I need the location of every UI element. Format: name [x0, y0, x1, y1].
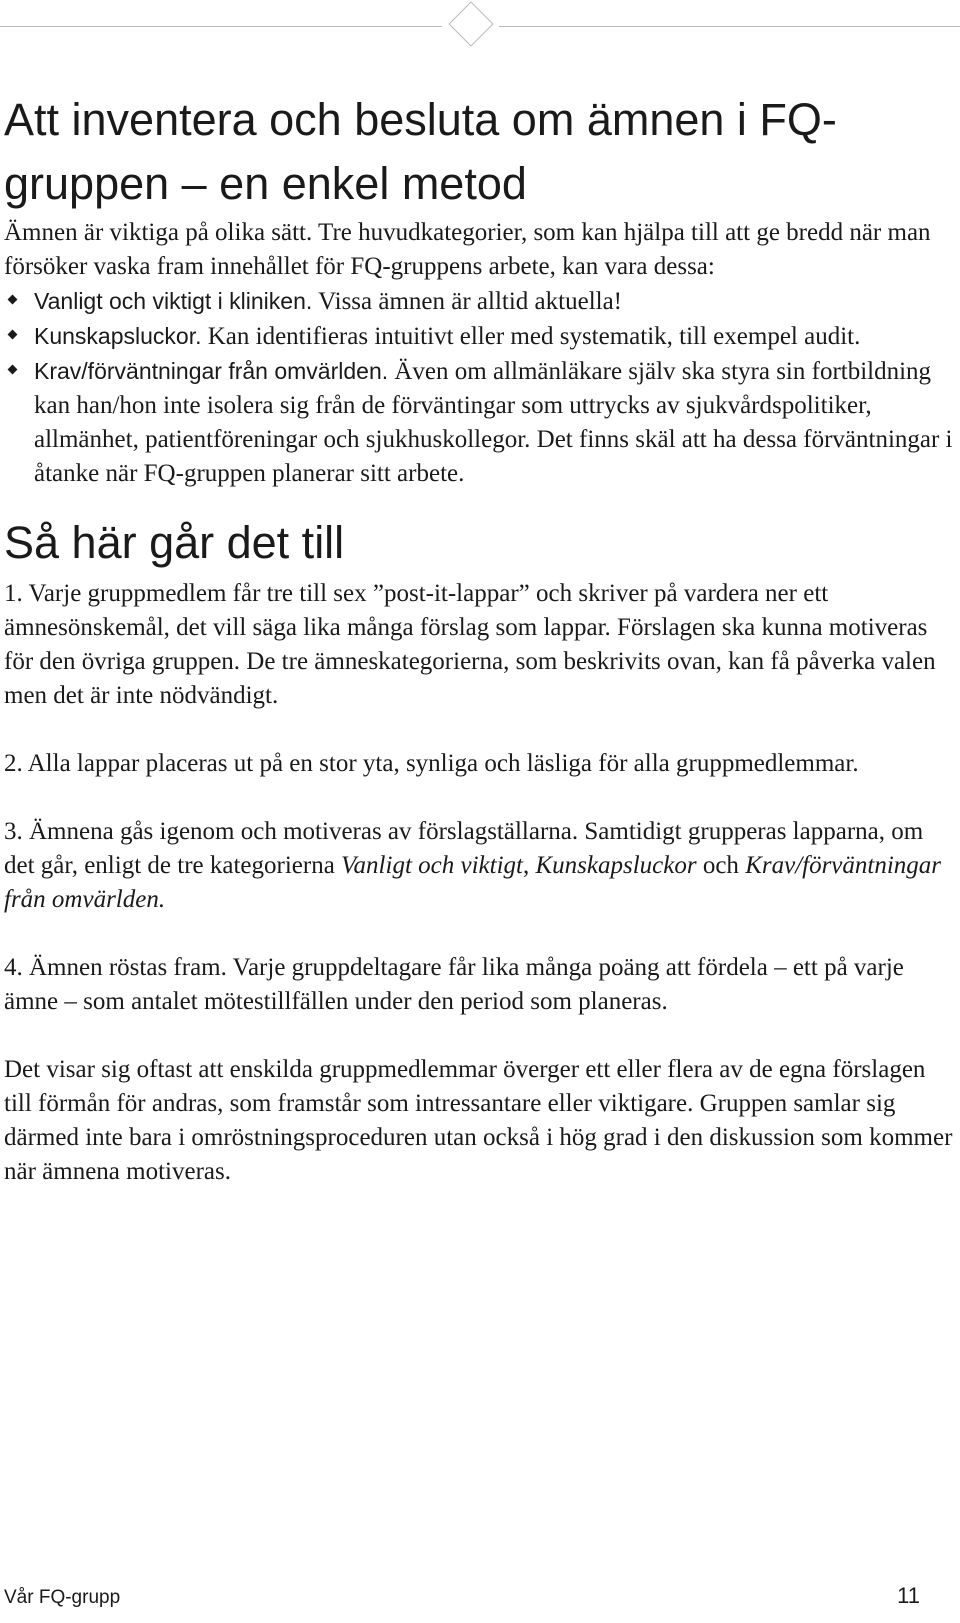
category-list	[4, 284, 956, 491]
diamond-bullet-icon	[8, 295, 18, 305]
step-4: 4. Ämnen röstas fram. Varje gruppdeltagare får lika många poäng att fördela – ett på varje ämne – som antalet mötestillfällen under den period som planeras.	[4, 954, 904, 1015]
bullet-lead: Krav/förväntningar från omvärlden.	[34, 358, 389, 384]
list-item	[4, 319, 956, 354]
bullet-text: Även om allmänläkare själv ska styra sin fortbildning kan han/hon inte isolera sig från de förväntingar som uttrycks av sjukvårdspolitiker, allmänhet, patientföreningar och sjukhuskollegor. Det finns skäl att ha dessa förväntningar i åtanke när FQ-gruppen planerar sitt arbete.	[34, 358, 953, 487]
section-heading: Så här går det till	[4, 517, 345, 568]
diamond-bullet-icon	[8, 365, 18, 375]
diamond-ornament-icon	[448, 1, 493, 46]
closing-paragraph: Det visar sig oftast att enskilda gruppmedlemmar överger ett eller flera av de egna förslagen till förmån för andras, som framstår som intressantare eller viktigare. Gruppen samlar sig därmed inte bara i omröstningsproceduren utan också i hög grad i den diskussion som kommer när ämnena motiveras.	[4, 1056, 953, 1185]
category-krav: Krav/förväntningar från omvärlden.	[4, 852, 942, 913]
step-3	[4, 815, 956, 917]
footer-title: Vår FQ-grupp	[4, 1587, 121, 1608]
intro-paragraph: Ämnen är viktiga på olika sätt. Tre huvudkategorier, som kan hjälpa till att ge bredd när man försöker vaska fram innehållet för FQ-gruppens arbete, kan vara dessa:	[4, 219, 931, 280]
step-2: 2. Alla lappar placeras ut på en stor yta, synliga och läsliga för alla gruppmedlemmar.	[4, 750, 859, 777]
header-rule-left	[0, 26, 442, 27]
bullet-text: Vissa ämnen är alltid aktuella!	[312, 288, 623, 315]
page-content	[4, 88, 956, 1189]
list-item	[4, 354, 956, 491]
bullet-text: Kan identifieras intuitivt eller med systematik, till exempel audit.	[201, 323, 861, 350]
header-rule-right	[499, 26, 960, 27]
page-number: 11	[897, 1583, 920, 1608]
step-3-text: 3. Ämnena gås igenom och motiveras av förslagställarna. Samtidigt grupperas lapparna, om det går, enligt de tre kategorierna	[4, 818, 924, 879]
header-ornament	[0, 0, 960, 60]
category-vanligt: Vanligt och viktigt	[341, 852, 523, 879]
category-kunskapsluckor: Kunskapsluckor	[535, 852, 697, 879]
diamond-bullet-icon	[8, 330, 18, 340]
bullet-lead: Kunskapsluckor.	[34, 323, 202, 349]
list-item	[4, 284, 956, 319]
page-title: Att inventera och besluta om ämnen i FQ-gruppen – en enkel metod	[4, 94, 837, 209]
separator: ,	[522, 852, 536, 879]
step-1: 1. Varje gruppmedlem får tre till sex ”post-it-lappar” och skriver på vardera ner ett ämnesönskemål, det vill säga lika många förslag som lappar. Förslagen ska kunna motiveras för den övriga gruppen. De tre ämneskategorierna, som beskrivits ovan, kan få påverka valen men det är inte nödvändigt.	[4, 580, 936, 709]
bullet-lead: Vanligt och viktigt i kliniken.	[34, 288, 313, 314]
separator: och	[696, 852, 746, 879]
